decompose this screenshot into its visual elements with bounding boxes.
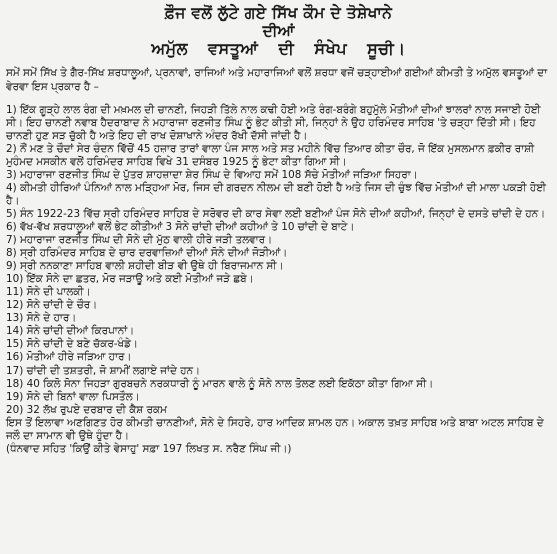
list-item-10: 10) ਇੱਕ ਸੋਨੇ ਦਾ ਛਤਰ, ਮੋਰ ਜੜਾਊ ਅਤੇ ਕਈ ਮੋਤੀਆਂ ਜੜੇ ਛਬੇ। xyxy=(6,273,254,286)
document-title xyxy=(6,4,551,58)
list-item-8: 8) ਸ੍ਰੀ ਹਰਿਮੰਦਰ ਸਾਹਿਬ ਦੇ ਚਾਰ ਦਰਵਾਜ਼ਿਆਂ ਦੀਆਂ ਸੋਨੇ ਦੀਆਂ ਜੋੜੀਆਂ। xyxy=(6,247,288,260)
list-item-16: 16) ਮੋਤੀਆਂ ਹੀਰੇ ਜੜਿਆ ਹਾਰ। xyxy=(6,351,132,364)
list-item-4: 4) ਕੀਮਤੀ ਹੀਰਿਆਂ ਪੰਨਿਆਂ ਨਾਲ ਮੜ੍ਹਿਆ ਮੋਰ, ਜਿਸ ਦੀ ਗਰਦਨ ਨੀਲਮ ਦੀ ਬਣੀ ਹੋਈ ਹੈ ਅਤੇ ਜਿਸ ਦੀ ਚੁੰਝ ਵਿੱਚ ਮੋਤੀਆਂ ਦੀ ਮਾਲਾ ਪਕੜੀ ਹੋਈ ਹੈ। xyxy=(6,181,546,207)
title-line-3: ਅਮੁੱਲ ਵਸਤੂਆਂ ਦੀ ਸੰਖੇਪ ਸੂਚੀ। xyxy=(151,38,406,58)
list-item-7: 7) ਮਹਾਰਾਜਾ ਰਣਜੀਤ ਸਿੰਘ ਦੀ ਸੋਨੇ ਦੀ ਮੁੱਠ ਵਾਲੀ ਹੀਰੇ ਜੜੀ ਤਲਵਾਰ। xyxy=(6,234,273,247)
list-item-2: 2) ਨੌਂ ਮਣ ਤੇ ਚੌਦਾਂ ਸੇਰ ਚੰਦਨ ਵਿੱਚੋਂ 45 ਹਜ਼ਾਰ ਤਾਰਾਂ ਵਾਲਾ ਪੰਜ ਸਾਲ ਅਤੇ ਸਤ ਮਹੀਨੇ ਵਿੱਚ ਤਿਆਰ ਕੀਤਾ ਚੌਰ, ਜੋ ਇੱਕ ਮੁਸਲਮਾਨ ਫ਼ਕੀਰ ਰਾਸ਼ੀ ਮੁਹੰਮਦ ਮਸਕੀਨ ਵਲੋਂ ਹਰਿਮੰਦਰ ਸਾਹਿਬ ਵਿਖੇ 31 ਦਸੰਬਰ 1925 ਨੂੰ ਭੇਟਾ ਕੀਤਾ ਗਿਆ ਸੀ। xyxy=(6,142,535,168)
list-item-5: 5) ਸੰਨ 1922-23 ਵਿੱਚ ਸ੍ਰੀ ਹਰਿਮੰਦਰ ਸਾਹਿਬ ਦੇ ਸਰੋਵਰ ਦੀ ਕਾਰ ਸੇਵਾ ਲਈ ਬਣੀਆਂ ਪੰਜ ਸੋਨੇ ਦੀਆਂ ਕਹੀਆਂ, ਜਿਨ੍ਹਾਂ ਦੇ ਦਸਤੇ ਚਾਂਦੀ ਦੇ ਹਨ। xyxy=(6,207,546,220)
list-item-12: 12) ਸੋਨੇ ਚਾਂਦੀ ਦੇ ਚੌਰ। xyxy=(6,299,98,312)
list-item-11: 11) ਸੋਨੇ ਦੀ ਪਾਲਕੀ। xyxy=(6,286,91,299)
list-item-1: 1) ਇੱਕ ਗੂੜ੍ਹੇ ਲਾਲ ਰੰਗ ਦੀ ਮਖ਼ਮਲ ਦੀ ਚਾਨਣੀ, ਜਿਹੜੀ ਤਿੱਲੇ ਨਾਲ ਕਢੀ ਹੋਈ ਅਤੇ ਰੰਗ-ਬਰੰਗੇ ਬਹੁਮੁੱਲੇ ਮੋਤੀਆਂ ਦੀਆਂ ਝਾਲਰਾਂ ਨਾਲ ਸਜਾਈ ਹੋਈ ਸੀ। ਇਹ ਚਾਨਣੀ ਨਵਾਬ ਹੈਦਰਾਬਾਦ ਨੇ ਮਹਾਰਾਜਾ ਰਣਜੀਤ ਸਿੰਘ ਨੂੰ ਭੇਟ ਕੀਤੀ ਸੀ, ਜਿਨ੍ਹਾਂ ਨੇ ਉਹ ਹਰਿਮੰਦਰ ਸਾਹਿਬ 'ਤੇ ਚੜ੍ਹਾ ਦਿੱਤੀ ਸੀ। ਇਹ ਚਾਨਣੀ ਹੁਣ ਸੜ ਚੁੱਕੀ ਹੈ ਅਤੇ ਇਹ ਦੀ ਰਾਖ ਦੋਸ਼ਾਖਾਨੇ ਅੰਦਰ ਰੱਖੀ ਦੱਸੀ ਜਾਂਦੀ ਹੈ। xyxy=(6,103,541,142)
title-line-2: ਦੀਆਂ xyxy=(262,20,295,40)
title-line-1: ਫ਼ੌਜ ਵਲੋਂ ਲੁੱਟੇ ਗਏ ਸਿੱਖ ਕੌਮ ਦੇ ਤੋਸ਼ੇਖਾਨੇ xyxy=(164,3,393,22)
closing-paragraph: ਇਸ ਤੋਂ ਇਲਾਵਾ ਅਣਗਿਣਤ ਹੋਰ ਕੀਮਤੀ ਚਾਨਣੀਆਂ, ਸੋਨੇ ਦੇ ਸਿਹਰੇ, ਹਾਰ ਆਦਿਕ ਸ਼ਾਮਲ ਹਨ। ਅਕਾਲ ਤਖ਼ਤ ਸਾਹਿਬ ਅਤੇ ਬਾਬਾ ਅਟਲ ਸਾਹਿਬ ਦੇ ਜਲੌ ਦਾ ਸਾਮਾਨ ਵੀ ਉਥੇ ਹੁੰਦਾ ਹੈ। xyxy=(6,416,544,442)
list-item-6: 6) ਵੱਖ-ਵੱਖ ਸ਼ਰਧਾਲੂਆਂ ਵਲੋਂ ਭੇਟ ਕੀਤੀਆਂ 3 ਸੋਨੇ ਚਾਂਦੀ ਦੀਆਂ ਕਹੀਆਂ ਤੇ 10 ਚਾਂਦੀ ਦੇ ਬਾਟੇ। xyxy=(6,221,355,233)
list-item-14: 14) ਸੋਨੇ ਚਾਂਦੀ ਦੀਆਂ ਕਿਰਪਾਨਾਂ। xyxy=(6,325,135,338)
list-item-18: 18) 40 ਕਿਲੋ ਸੋਨਾ ਜਿਹੜਾ ਗੁਰਬਚਨੇ ਨਰਕਧਾਰੀ ਨੂੰ ਮਾਰਨ ਵਾਲੇ ਨੂੰ ਸੋਨੇ ਨਾਲ ਤੋਲਣ ਲਈ ਇਕੱਠਾ ਕੀਤਾ ਗਿਆ ਸੀ। xyxy=(6,377,434,390)
intro-paragraph: ਸਮੇਂ ਸਮੇਂ ਸਿੱਖ ਤੇ ਗੈਰ-ਸਿੱਖ ਸ਼ਰਧਾਲੂਆਂ, ਪ੍ਰਨਾਵਾਂ, ਰਾਜਿਆਂ ਅਤੇ ਮਹਾਰਾਜਿਆਂ ਵਲੋਂ ਸ਼ਰਧਾ ਵਜੋਂ ਚੜ੍ਹਾਈਆਂ ਗਈਆਂ ਕੀਮਤੀ ਤੇ ਅਮੁੱਲ ਵਸਤੂਆਂ ਦਾ ਵੇਰਵਾ ਇਸ ਪ੍ਰਕਾਰ ਹੈ – xyxy=(6,67,548,93)
document-body xyxy=(6,67,551,455)
list-item-3: 3) ਮਹਾਰਾਜਾ ਰਣਜੀਤ ਸਿੰਘ ਦੇ ਪੁੱਤਰ ਸ਼ਾਹਜ਼ਾਦਾ ਸ਼ੇਰ ਸਿੰਘ ਦੇ ਵਿਆਹ ਸਮੇਂ 108 ਸੱਚੇ ਮੋਤੀਆਂ ਜੜਿਆ ਸਿਹਰਾ। xyxy=(6,168,418,181)
list-item-15: 15) ਸੋਨੇ ਚਾਂਦੀ ਦੇ ਬਣੇ ਚੱਕਰ-ਖੰਡੇ। xyxy=(6,338,138,351)
list-item-13: 13) ਸੋਨੇ ਦੇ ਹਾਰ। xyxy=(6,312,77,325)
list-item-19: 19) ਸੋਨੇ ਦੀ ਬਿਨਾਂ ਵਾਲਾ ਪਿਸਤੌਲ। xyxy=(6,390,140,403)
list-item-9: 9) ਸ੍ਰੀ ਨਨਕਾਣਾ ਸਾਹਿਬ ਵਾਲੀ ਸ਼ਹੀਦੀ ਬੀੜ ਵੀ ਉਥੇ ਹੀ ਬਿਰਾਜਮਾਨ ਸੀ। xyxy=(6,260,284,273)
list-item-17: 17) ਚਾਂਦੀ ਦੀ ਤਸ਼ਤਰੀ, ਜੋ ਸ਼ਾਮੀਂ ਲਗਾਏ ਜਾਂਦੇ ਹਨ। xyxy=(6,364,201,377)
list-item-20: 20) 32 ਲੱਖ ਰੁਪਏ ਦਰਬਾਰ ਦੀ ਕੈਸ਼ ਰਕਮ xyxy=(6,403,167,416)
credit-line: (ਧੰਨਵਾਦ ਸਹਿਤ 'ਕਿਉਂ ਕੀਤੇ ਵੇਸਾਹੁ' ਸਫ਼ਾ 197 ਲਿਖਤ ਸ. ਨਰੈਣ ਸਿੰਘ ਜੀ।) xyxy=(6,442,292,455)
